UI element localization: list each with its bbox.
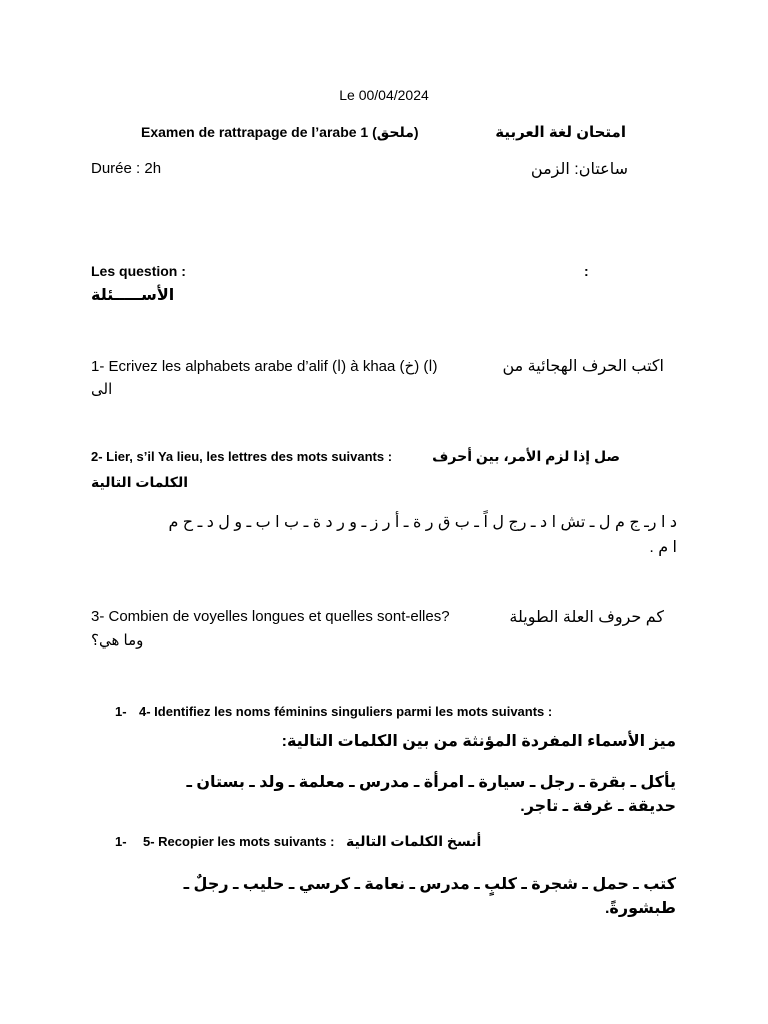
q1-text-ar-line1: اكتب الحرف الهجائية من: [502, 358, 664, 375]
q4-text-ar: ميز الأسماء المفردة المؤنثة من بين الكلمات التالية:: [281, 733, 676, 750]
q2-letters-line2: ا م .: [649, 539, 677, 556]
q5-text-fr: 5- Recopier les mots suivants :: [143, 834, 335, 849]
q2-text-ar-line2: الكلمات التالية: [91, 474, 189, 490]
questions-heading-ar: الأســـــئلة: [91, 287, 175, 304]
q5-list-number: 1-: [115, 834, 127, 849]
q2-text-fr: 2- Lier, s’il Ya lieu, les lettres des mots suivants :: [91, 449, 393, 464]
q2-letters-line1: د ا رـ ج م ل ـ تش ا د ـ رج ل اً ـ ب ق ر ة ـ أ ر ز ـ و ر د ة ـ ب ا ب ـ و ل د ـ ح م: [168, 514, 677, 531]
questions-heading-fr: Les question :: [91, 263, 186, 279]
q4-words-line2: حديقة ـ غرفة ـ تاجر.: [520, 798, 676, 815]
q5-words-line1: كتب ـ حمل ـ شجرة ـ كلبٍ ـ مدرس ـ نعامة ـ كرسي ـ حليب ـ رجلٌ ـ: [183, 876, 676, 893]
date-line: Le 00/04/2024: [339, 87, 429, 103]
exam-title-ar: امتحان لغة العربية: [495, 124, 626, 141]
q3-text-fr: 3- Combien de voyelles longues et quelles sont-elles?: [91, 608, 450, 625]
q5-words-line2: طبشورةً.: [604, 900, 676, 917]
exam-title-fr: Examen de rattrapage de l’arabe 1 (ملحق): [141, 124, 419, 140]
q1-text-fr: 1- Ecrivez les alphabets arabe d’alif (ا) à khaa (خ) (ا): [91, 358, 438, 375]
duration-ar: ساعتان: الزمن: [530, 161, 628, 178]
duration-fr: Durée : 2h: [91, 160, 162, 177]
q3-text-ar-line2: وما هي؟: [91, 632, 144, 649]
q4-list-number: 1-: [115, 704, 127, 719]
q4-text-fr: 4- Identifiez les noms féminins singuliers parmi les mots suivants :: [139, 704, 553, 719]
q2-text-ar-line1: صل إذا لزم الأمر، بين أحرف: [432, 448, 620, 464]
q4-words-line1: يأكل ـ بقرة ـ رجل ـ سيارة ـ امرأة ـ مدرس ـ معلمة ـ ولد ـ بستان ـ: [186, 774, 676, 791]
q1-text-ar-line2: الى: [91, 381, 113, 398]
q3-text-ar-line1: كم حروف العلة الطويلة: [509, 609, 664, 626]
q5-text-ar: أنسخ الكلمات التالية: [346, 833, 482, 849]
questions-heading-colon: :: [584, 263, 589, 279]
